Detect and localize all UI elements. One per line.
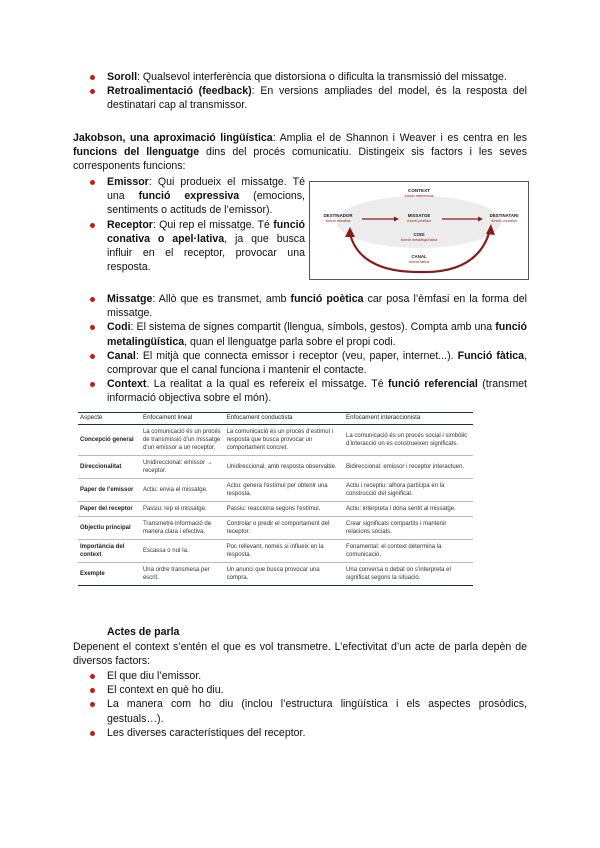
diagram-receiver-label: DESTINATARI: [489, 213, 519, 218]
term-canal: Canal: [107, 349, 136, 362]
bullet-icon: [90, 674, 95, 679]
bullet-icon: [90, 325, 95, 330]
definition-text: , ja que busca influir en el receptor, provocar una resposta.: [107, 232, 305, 274]
table-cell: Fonamental: el context determina la comunicació.: [344, 540, 473, 563]
function-name: funció referencial: [388, 378, 478, 391]
table-body: [78, 425, 473, 586]
table-header-cell: Aspecte: [78, 413, 141, 425]
table-cell: Actiu i receptiu: alhora participa en la construcció del significat.: [344, 479, 473, 502]
table-row-header: Paper de l’emissor: [78, 479, 141, 502]
list-item: [107, 726, 527, 740]
table-row-header: Importància del context: [78, 540, 141, 563]
factor-list-narrow: [107, 175, 305, 274]
list-item: [107, 697, 527, 725]
table-row-header: Exemple: [78, 563, 141, 586]
diagram-context-fn: funció referencial: [404, 194, 434, 198]
diagram-code-fn: funció metalingüística: [400, 238, 438, 242]
function-name: funció metalingüística: [107, 321, 527, 348]
table-cell: Passiu: rep el missatge.: [141, 502, 225, 517]
paragraph-text: : Amplia el de Shannon i Weaver i es centra en les: [272, 132, 527, 144]
table-row-header: Paper del receptor: [78, 502, 141, 517]
table-header-row: [78, 413, 473, 425]
list-item-text: El que diu l’emissor.: [107, 670, 202, 682]
paragraph-text: dins del procés comunicatiu. Distingeix sis factors i les seves corresponents funcions:: [73, 146, 527, 173]
definition-text: : Qui rep el missatge. Té: [152, 218, 274, 231]
function-name: Funció fàtica: [457, 349, 525, 362]
function-name: funció conativa o apel·lativa: [107, 218, 305, 245]
list-item: [107, 669, 527, 683]
bullet-icon: [90, 731, 95, 736]
bullet-icon: [90, 688, 95, 693]
table-cell: Passiu: reacciona segons l’estímul.: [225, 502, 344, 517]
diagram-message-fn: funció poètica: [407, 219, 431, 223]
diagram-svg: [310, 182, 528, 279]
list-item: [107, 320, 527, 348]
definition-text: : Qualsevol interferència que distorsiona o dificulta la transmissió del missatge.: [137, 71, 507, 83]
list-item: [107, 683, 527, 697]
definition-text: , comprovar que el canal funciona i mantenir el contacte.: [107, 349, 527, 377]
table-row: [78, 540, 473, 563]
definition-text: (emocions, sentiments o actituds de l’emissor).: [107, 190, 305, 217]
term-context: Context: [107, 378, 147, 391]
table-cell: La comunicació és un procés d’estímul i resposta que busca provocar un comportament concret.: [225, 425, 344, 456]
table-cell: Una conversa o debat on s’interpreta el significat segons la situació.: [344, 563, 473, 586]
table-row: [78, 425, 473, 456]
term-missatge: Missatge: [107, 293, 153, 305]
definition-text: car posa l’èmfasi en la forma del missatge.: [107, 293, 528, 320]
bullet-icon: [90, 223, 95, 228]
diagram-message-label: MISSATGE: [407, 213, 431, 218]
table-cell: Actiu: envia el missatge.: [141, 479, 225, 502]
factor-list-wide: [107, 292, 527, 406]
table-cell: Unidireccional, amb resposta observable.: [225, 456, 344, 479]
table-header-cell: Enfocament lineal: [141, 413, 225, 425]
jakobson-diagram: [309, 181, 529, 280]
definition-text: . La realitat a la qual es refereix el missatge. Té: [146, 378, 389, 391]
list-item: [107, 70, 527, 84]
table-cell: Controlar o predir el comportament del receptor.: [225, 517, 344, 540]
table-cell: Actiu: interpreta i dóna sentit al missatge.: [344, 502, 473, 517]
table-cell: Crear significats compartits i mantenir relacions socials.: [344, 517, 473, 540]
section-title: Actes de parla: [107, 626, 180, 638]
diagram-receiver-fn: funció conativa: [491, 219, 517, 223]
diagram-sender-fn: funció emotiva: [325, 219, 351, 223]
definition-text: : El sistema de signes compartit (llengua, símbols, gestos). Compta amb una: [130, 321, 496, 334]
diagram-code-label: CODI: [413, 232, 425, 237]
table-cell: Escassa o nul·la.: [141, 540, 225, 563]
diagram-channel-fn: funció fàtica: [408, 260, 430, 264]
table-row-header: Direccionalitat: [78, 456, 141, 479]
definition-text: , quan el llenguatge parla sobre el propi codi.: [184, 335, 396, 348]
definition-text: : Allò que es transmet, amb: [152, 293, 291, 305]
bullet-icon: [90, 180, 95, 185]
table-cell: Poc rellevant, només si influeix en la resposta.: [225, 540, 344, 563]
term-codi: Codi: [107, 321, 131, 334]
term-soroll: Soroll: [107, 71, 138, 83]
list-item: [107, 218, 305, 275]
bullet-icon: [90, 702, 95, 707]
definition-text: : El mitjà que connecta emissor i receptor (veu, paper, internet...).: [135, 349, 458, 362]
list-item: [107, 349, 527, 377]
bullet-icon: [90, 354, 95, 359]
actes-paragraph: Depenent el context s’entén el que es vol transmetre. L’efectivitat d’un acte de parla depèn de diversos factors:: [73, 641, 527, 668]
list-item-text: Les diverses característiques del receptor.: [107, 726, 306, 739]
function-name: funció expressiva: [138, 190, 240, 203]
term-emissor: Emissor: [107, 176, 149, 188]
actes-list: [107, 669, 527, 740]
function-name: funció poètica: [290, 293, 364, 305]
definition-text: : Qui produeix el missatge. Té una: [107, 176, 305, 203]
bullet-icon: [90, 297, 95, 302]
list-item: [107, 292, 527, 320]
table-row-header: Concepció general: [78, 425, 141, 456]
bullet-icon: [90, 382, 95, 387]
term-retroalimentacio: Retroalimentació (feedback): [107, 85, 252, 98]
table-row-header: Objectiu principal: [78, 517, 141, 540]
table-row: [78, 502, 473, 517]
table-cell: Una ordre transmesa per escrit.: [141, 563, 225, 586]
table-cell: Unidireccional: emissor → receptor.: [141, 456, 225, 479]
table-cell: Transmetre informació de manera clara i efectiva.: [141, 517, 225, 540]
table-row: [78, 479, 473, 502]
jakobson-paragraph: [73, 131, 527, 174]
table-cell: Actiu: genera l’estímul per obtenir una resposta.: [225, 479, 344, 502]
list-item: [107, 84, 527, 112]
diagram-context-label: CONTEXT: [408, 188, 430, 193]
list-item: [107, 377, 527, 405]
table-row: [78, 563, 473, 586]
diagram-sender-label: DESTINADOR: [323, 213, 353, 218]
table-row: [78, 456, 473, 479]
list-item: [107, 175, 305, 218]
definition-text: (transmet informació objectiva sobre el món).: [107, 378, 527, 405]
table-header-cell: Enfocament interaccionista: [344, 413, 473, 425]
definition-text: : En versions ampliades del model, és la resposta del destinatari cap al transmissor.: [107, 85, 527, 112]
bullet-icon: [90, 75, 95, 80]
table-cell: La comunicació és un procés de transmissió d’un missatge d’un emissor a un receptor.: [141, 425, 225, 456]
table-header-cell: Enfocament conductista: [225, 413, 344, 425]
jakobson-title: Jakobson, una aproximació lingüística: [73, 132, 273, 144]
top-bullet-list: [107, 70, 527, 113]
bullet-icon: [90, 89, 95, 94]
bold-term: funcions del llenguatge: [73, 146, 200, 159]
list-item-text: La manera com ho diu (inclou l’estructura lingüística i els aspectes prosòdics, gestuals…).: [107, 698, 527, 725]
table-cell: Un anunci que busca provocar una compra.: [225, 563, 344, 586]
list-item-text: El context en què ho diu.: [107, 684, 224, 697]
table-cell: Bidireccional: emissor i receptor interactuen.: [344, 456, 473, 479]
comparison-table: [78, 412, 473, 586]
table-cell: La comunicació és un procés social i simbòlic d’interacció on es construeixen significats.: [344, 425, 473, 456]
diagram-channel-label: CANAL: [411, 254, 427, 259]
term-receptor: Receptor: [107, 218, 153, 231]
table-row: [78, 517, 473, 540]
